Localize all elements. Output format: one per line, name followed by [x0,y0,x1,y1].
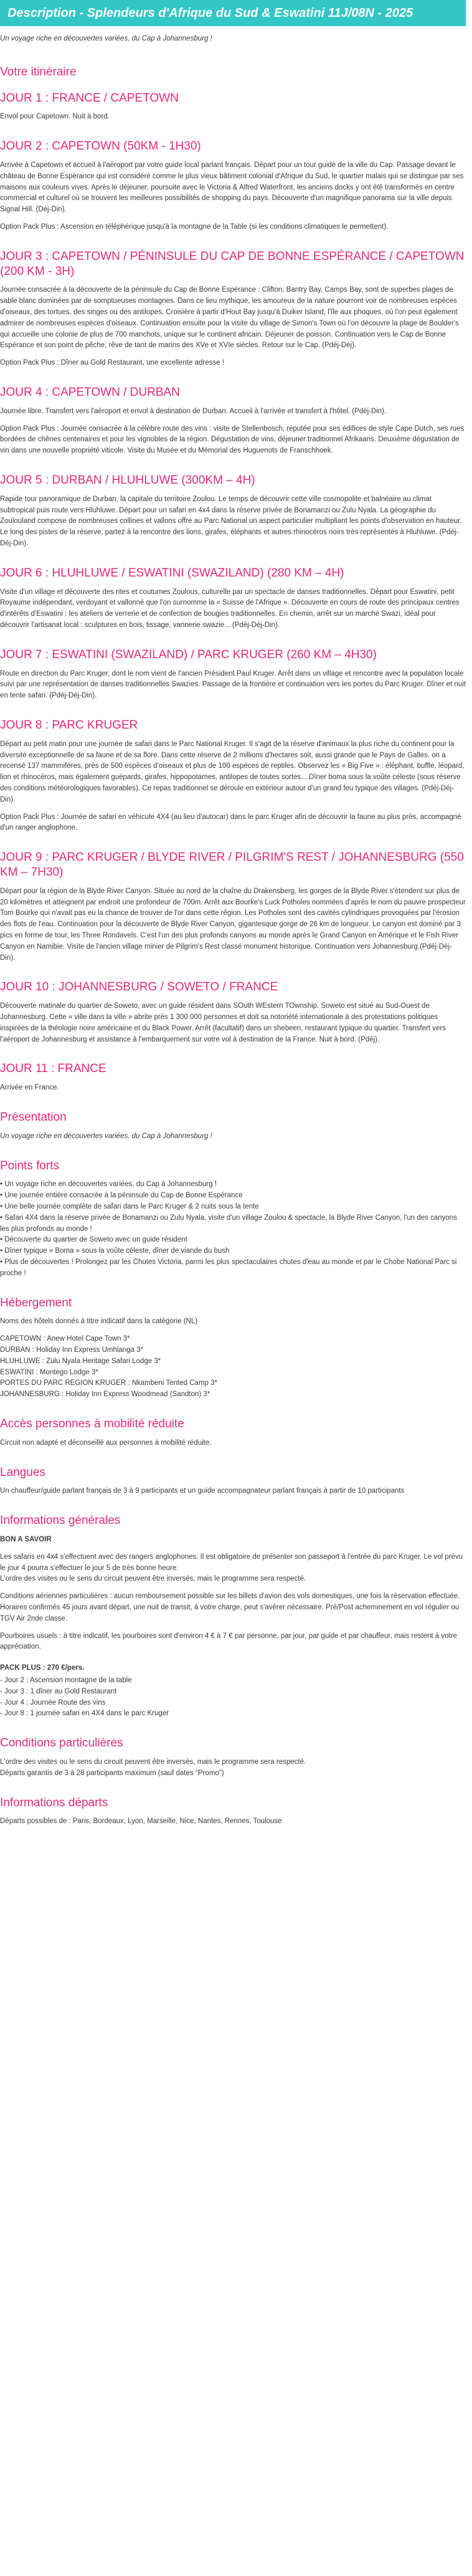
pack-plus-item: - Jour 3 : 1 dîner au Gold Restaurant [0,1687,117,1695]
point-fort-item: • Un voyage riche en découvertes variées, du Cap à Johannesburg ! [0,1180,217,1189]
day-paragraph: Option Pack Plus : Dîner au Gold Restaurant, une excellente adresse ! [0,359,224,367]
info-paragraph: Conditions aériennes particulières : aucun remboursement possible sur les billets d'avion des vols domestiques, une fois la réservation effectuée. Horaires confirmés 45 jours avant départ, une nuit de transit, à votre charge, peut s'avérer nécessaire. Pré/Post acheminement en vol régulier ou TGV Air 2nde classe. [0,1592,460,1622]
day-paragraph: Route en direction du Parc Kruger, dont le nom vient de l'ancien Président Paul Kruger. Arrêt dans un village et rencontre avec la population locale suivi par une représentation de danses traditionnelles Swazies. Passage de la frontière et continuation vers les portes du Parc Kruger. Dîner et nuit en tente safari. (Pdéj-Déj-Din). [0,669,466,700]
info-paragraph: Pourboires usuels : à titre indicatif, les pourboires sont d'environ 4 € à 7 € par personne, par jour, par guide et par chauffeur, mais restent à votre appréciation. [0,1632,457,1651]
pack-plus-list [0,1675,466,1720]
pack-plus-item: - Jour 4 : Journée Route des vins [0,1698,106,1707]
condition-line: L'ordre des visites ou le sens du circuit peuvent être inversés, mais le programme sera respecté. [0,1758,306,1766]
day-paragraph: Rapide tour panoramique de Durban, la capitale du territoire Zoulou. Le temps de découvrir cette ville cosmopolite et balnéaire au climat subtropical puis route vers Hluhluwe. Départ pour un safari en 4x4 dans la réserve privée de Bonamanzi ou Zulu Nyala. La géographie du Zoulouland compose de nombreuses collines et vallons offre au Parc National un aspect particulier multipliant les points d'observation en hauteur. Le long des pistes de la réserve, partez à la rencontre des lions, girafes, éléphants et autres rhinocéros noirs très représentés à Hluhluwe. (Pdéj-Déj-Din). [0,495,462,547]
day-paragraph: Découverte matinale du quartier de Soweto, avec un guide résident dans SOuth WEstern TOwnship. Soweto est situé au Sud-Ouest de Johannesburg. Cette « ville dans la ville » abrite près 1 300 000 personnes et doit sa notoriété internationale à des protestations politiques inspirées de la théologie noire américaine et du Black Power. Arrêt (facultatif) dans un shebeen, restaurant typique du quartier. Transfert vers l'aéroport de Johannesburg et assistance à l'embarquement sur votre vol à destination de la France. Nuit à bord. (Pdéj). [0,1002,446,1043]
points-forts-list [0,1179,466,1279]
pack-plus-title: PACK PLUS : 270 €/pers. [0,1664,85,1672]
pack-plus-item: - Jour 8 : 1 journée safari en 4X4 dans le parc Kruger [0,1710,169,1718]
day-paragraph: Visite d'un village et découverte des rites et coutumes Zoulous, culturelle par un spectacle de danses traditionnelles. Départ pour Eswatini, petit Royaume indépendant, verdoyant et vallonné que l'on surnomme la « Suisse de l'Afrique ». Découverte en cours de route des principaux centres d'intérêts d'Eswatini : les ateliers de verrerie et de confection de bougies traditionnelles. En chemin, arrêt sur un marché Swazi, idéal pour découvrir l'artisanat local : sculptures en bois, tissage, vannerie swazie... (Pdéj-Déj-Din). [0,588,460,629]
presentation-text: Un voyage riche en découvertes variées, du Cap à Johannesburg ! [0,1132,212,1140]
hotel-item: JOHANNESBURG : Holiday Inn Express Woodmead (Sandton) 3* [0,1391,210,1399]
point-fort-item: • Safari 4X4 dans la réserve privée de Bonamanzi ou Zulu Nyala, visite d'un village Zoulou & spectacle, la Blyde River Canyon, l'un des canyons les plus profonds au monde ! [0,1214,457,1233]
day-title: JOUR 10 : JOHANNESBURG / SOWETO / FRANCE [0,980,278,994]
day-paragraph: Départ pour la région de la Blyde River Canyon. Située au nord de la chaîne du Drakensberg, les gorges de la Blyde River s'étendent sur plus de 20 kilomètres et atteignent par endroit une profondeur de 700m. Arrêt aux Bourke's Luck Potholes nommées d'après le nom du pauvre prospecteur Tom Bourke qui n'avait pas eu la chance de trouver de l'or dans cette région. Les Potholes sont des cavités cylindriques provoquées par l'érosion des flots de l'eau. Continuation pour la découverte de Blyde River Canyon, gigantesque gorge de 26 km de longueur. Le canyon est dominé par 3 pics en forme de tour, les Three Rondavels. C'est l'un des plus profonds canyons au monde après le Grand Canyon en Amérique et le Fish River Canyon en Namibie. Visite de l'ancien village minier de Pilgrim's Rest classé monument historique. Continuation vers Johannesburg.(Pdéj-Déj-Din). [0,887,466,962]
condition-line: Départs garantis de 3 à 28 participants maximum (sauf dates "Promo") [0,1769,224,1777]
infos-generales-heading: Informations générales [0,1514,121,1528]
point-fort-item: • Dîner typique « Boma » sous la voûte céleste, dîner de viande du bush [0,1247,230,1255]
bon-a-savoir-label: BON A SAVOIR [0,1535,52,1543]
langues-heading: Langues [0,1465,45,1479]
day-paragraph: Option Pack Plus : Journée consacrée à la célèbre route des vins : visite de Stellenbosch, réputée pour ses édifices de style Cape Dutch, ses rues bordées de chênes centenaires et pour les vignobles de la région. Dégustation de vins, déjeuner traditionnel Afrikaans. Deuxième dégustation de vin dans une nouvelle propriété viticole. Visite du Musée et du Mémorial des Huguenots de Franschhoek. [0,424,465,455]
day-paragraph: Journée libre. Transfert vers l'aéroport et envol à destination de Durban. Accueil à l'arrivée et transfert à l'hôtel. (Pdéj-Din). [0,407,387,415]
itinerary-heading: Votre itinéraire [0,65,77,79]
conditions-list [0,1757,466,1779]
itinerary-days [0,91,466,1094]
point-fort-item: • Découverte du quartier de Soweto avec un guide résident [0,1236,187,1244]
day-title: JOUR 5 : DURBAN / HLUHLUWE (300KM – 4H) [0,473,255,487]
departs-text: Départs possibles de : Paris, Bordeaux, Lyon, Marseille, Nice, Nantes, Rennes, Toulouse [0,1817,282,1826]
day-paragraph: Journée consacrée à la découverte de la péninsule du Cap de Bonne Espérance : Clifton, Bantry Bay, Camps Bay, sont de superbes plages de sable blanc dominées par de somptueuses montagnes. Dans ce lieu mythique, les amoureux de la nature pourront voir de nombreuses espèces d'oiseaux, des tortues, des singes ou des antilopes. Croisière à partir d'Hout Bay jusqu'à Duiker Island, l'île aux phoques, où l'on peut également admirer de nombreuses espèces d'oiseaux. Continuation ensuite pour la visite du village de Simon's Town où l'on découvre la plage de Boulder's qui accueille une colonie de plus de 700 manchots, unique sur le continent africain. Déjeuner de poisson. Continuation vers le Cap de Bonne Espérance et son point de pêche, rêve de tant de marins des XVe et XVIe siècles. Retour sur le Cap. (Pdéj-Déj). [0,286,459,350]
hotel-item: PORTES DU PARC REGION KRUGER : Nkambeni Tented Camp 3* [0,1379,217,1387]
points-forts-heading: Points forts [0,1159,60,1172]
day-title: JOUR 4 : CAPETOWN / DURBAN [0,385,180,399]
info-paragraph: Les safaris en 4x4 s'effectuent avec des rangers anglophones. Il est obligatoire de présenter son passeport à l'entrée du parc Kruger. Le vol prévu le jour 4 pourra s'effectuer le jour 5 de très bonne heure. L'ordre des visites ou le sens du circuit peuvent être inversés, mais le programme sera respecté. [0,1553,463,1583]
day-title: JOUR 3 : CAPETOWN / PÉNINSULE DU CAP DE BONNE ESPÉRANCE / CAPETOWN (200 KM - 3H) [0,249,465,278]
day-paragraph: Option Pack Plus : Journée de safari en véhicule 4X4 (au lieu d'autocar) dans le parc Kruger afin de découvrir la faune au plus près, accompagné d'un ranger anglophone. [0,813,461,832]
page-title-banner: Description - Splendeurs d'Afrique du Sud & Eswatini 11J/08N - 2025 [0,0,466,26]
day-title: JOUR 11 : FRANCE [0,1062,106,1076]
hebergement-intro: Noms des hôtels donnés à titre indicatif dans la catégorie (NL) [0,1318,198,1326]
day-paragraph: Arrivée en France. [0,1084,59,1092]
presentation-heading: Présentation [0,1110,67,1124]
day-paragraph: Départ au petit matin pour une journée de safari dans le Parc National Kruger. Il s'agit de la réserve d'animaux la plus riche du continent pour la diversité exceptionnelle de sa faune et de sa flore. Dans cette réserve de 2 millions d'hectares soit, aussi grande que le Pays de Galles, on a recensé 137 mammifères, près de 500 espèces d'oiseaux et plus de 100 espèces de reptiles. Observez les « Big Five » : éléphant, buffle, léopard, lion et rhinocéros, mais également guépards, girafes, hippopotames, antilopes de toutes sortes... Dîner boma sous la voûte céleste (sous réserve des conditions météorologiques favorables). Ce repas traditionnel se déroule en extérieur autour d'un grand feu typique des villages. (Pdéj-Déj-Din). [0,740,465,803]
hotel-item: HLUHLUWE : Zulu Nyala Heritage Safari Lodge 3* [0,1357,161,1365]
point-fort-item: • Une belle journée complète de safari dans le Parc Kruger & 2 nuits sous la tente [0,1202,259,1210]
conditions-heading: Conditions particulières [0,1736,123,1750]
day-paragraph: Envol pour Capetown. Nuit à bord. [0,113,110,121]
day-paragraph: Arrivée à Capetown et accueil à l'aéroport par votre guide local parlant français. Départ pour un tour guidé de la ville du Cap. Passage devant le château de Bonne Espérance qui est considéré comme le plus vieux bâtiment colonial d'Afrique du Sud, le quartier malais qui se distingue par ses maisons aux couleurs vives. Après le déjeuner, poursuite avec le Victoria & Alfred Waterfront, les anciens docks y ont été transformés en centre commercial et culturel où se trouvent les meilleures possibilités de shopping du pays. Découverte d'un magnifique panorama sur la ville depuis Signal Hill. (Déj-Din). [0,161,464,214]
mobilite-heading: Accès personnes à mobilité réduite [0,1417,184,1430]
intro-text: Un voyage riche en découvertes variées, du Cap à Johannesburg ! [0,35,212,42]
day-title: JOUR 2 : CAPETOWN (50KM - 1H30) [0,140,201,153]
infos-generales-body [0,1552,466,1654]
day-title: JOUR 6 : HLUHLUWE / ESWATINI (SWAZILAND) (280 KM – 4H) [0,566,344,580]
langues-text: Un chauffeur/guide parlant français de 3 à 9 participants et un guide accompagnateur parlant français à partir de 10 participants [0,1487,405,1495]
day-title: JOUR 7 : ESWATINI (SWAZILAND) / PARC KRUGER (260 KM – 4H30) [0,648,377,661]
pack-plus-item: - Jour 2 : Ascension montagne de la table [0,1677,132,1684]
departs-heading: Informations départs [0,1796,108,1809]
point-fort-item: • Plus de découvertes ! Prolongez par les Chutes Victoria, parmi les plus spectaculaires chutes d'eau au monde et par le Chobe National Parc si proche ! [0,1258,457,1277]
day-paragraph: Option Pack Plus : Ascension en téléphérique jusqu'à la montagne de la Table (si les conditions climatiques le permettent). [0,223,389,231]
day-title: JOUR 9 : PARC KRUGER / BLYDE RIVER / PILGRIM'S REST / JOHANNESBURG (550 KM – 7H30) [0,851,464,879]
hotel-item: ESWATINI : Montego Lodge 3* [0,1368,98,1376]
hotel-list [0,1334,466,1401]
hotel-item: DURBAN : Holiday Inn Express Umhlanga 3* [0,1346,144,1354]
mobilite-text: Circuit non adapté et déconseillé aux personnes à mobilité réduite. [0,1439,212,1447]
day-title: JOUR 8 : PARC KRUGER [0,718,138,732]
day-title: JOUR 1 : FRANCE / CAPETOWN [0,91,179,105]
hotel-item: CAPETOWN : Anew Hotel Cape Town 3* [0,1335,130,1343]
hebergement-heading: Hébergement [0,1296,72,1310]
point-fort-item: • Une journée entière consacrée à la péninsule du Cap de Bonne Espérance [0,1192,243,1200]
